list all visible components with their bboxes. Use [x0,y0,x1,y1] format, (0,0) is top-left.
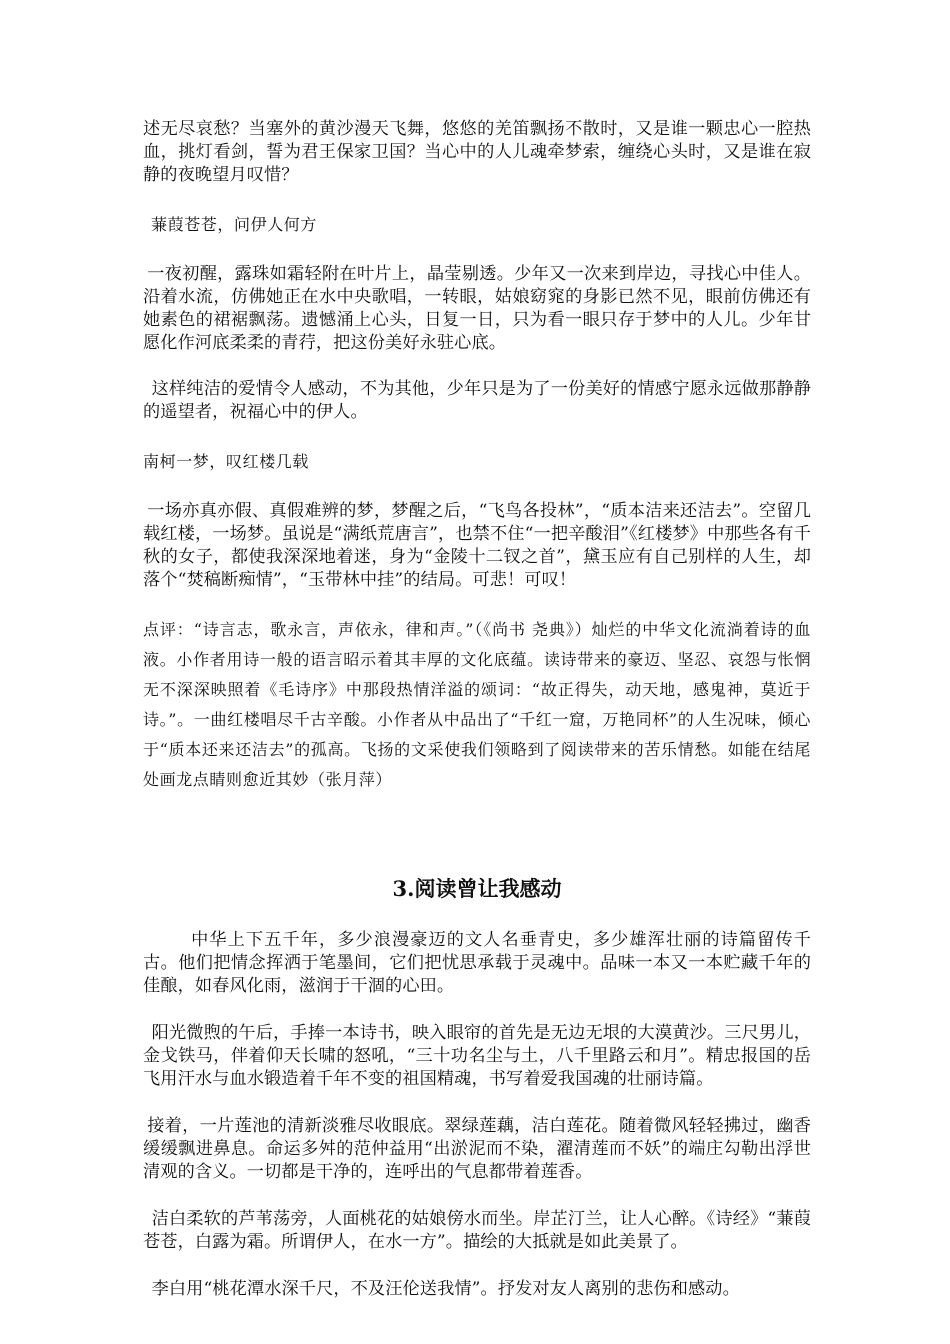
paragraph-desert-poetry: 阳光微煦的午后，手捧一本诗书，映入眼帘的首先是无边无垠的大漠黄沙。三尺男儿，金戈铁马，伴着仰天长啸的怒吼，“三十功名尘与土，八千里路云和月”。精忠报国的岳飞用汗水与血水锻造着千年不变的祖国精魂，书写着爱我国魂的壮丽诗篇。 [143,1023,811,1089]
paragraph-red-chamber-dream: 一场亦真亦假、真假难辨的梦，梦醒之后，“飞鸟各投林”，“质本洁来还洁去”。空留几载红楼，一场梦。虽说是“满纸荒唐言”，也禁不住“一把辛酸泪”《红楼梦》中那些各有千秋的女子，都使我深深地着迷，身为“金陵十二钗之首”，黛玉应有自己别样的人生，却落个“焚稿断痴情”，“玉带林中挂”的结局。可悲！可叹！ [143,501,811,590]
section-heading-hongloumeng: 南柯一梦，叹红楼几载 [143,452,310,471]
paragraph-morning-river: 一夜初醒，露珠如霜轻附在叶片上，晶莹剔透。少年又一次来到岸边，寻找心中佳人。沿着水流，仿佛她正在水中央歌唱，一转眼，姑娘窈窕的身影已然不见，眼前仿佛还有她素色的裙裾飘荡。遗憾涌上心头，日复一日，只为看一眼只存于梦中的人儿。少年甘愿化作河底柔柔的青荇，把这份美好永驻心底。 [143,264,811,353]
teacher-comment: 点评：“诗言志，歌永言，声依永，律和声。”（《尚书 尧典》）灿烂的中华文化流淌着诗的血液。小作者用诗一般的语言昭示着其丰厚的文化底蕴。读诗带来的豪迈、坚忍、哀怨与怅惘无不深深映照着《毛诗序》中那段热情洋溢的颂词：“故正得失，动天地，感鬼神，莫近于诗。”。一曲红楼唱尽千古辛酸。小作者从中品出了“千红一窟，万艳同杯”的人生况味，倾心于“质本还来还洁去”的孤高。飞扬的文采使我们领略到了阅读带来的苦乐情愁。如能在结尾处画龙点睛则愈近其妙（张月萍） [143,620,811,789]
paragraph-li-bai: 李白用“桃花潭水深千尺，不及汪伦送我情”。抒发对友人离别的悲伤和感动。 [151,1279,740,1299]
document-page [143,118,811,1301]
section-heading-jianjia: 蒹葭苍苍，问伊人何方 [151,215,318,234]
essay-title: 3.阅读曾让我感动 [392,876,562,901]
paragraph-longing: 述无尽哀愁？当塞外的黄沙漫天飞舞，悠悠的羌笛飘扬不散时，又是谁一颗忠心一腔热血，挑灯看剑，誓为君王保家卫国？当心中的人儿魂牵梦索，缠绕心头时，又是谁在寂静的夜晚望月叹惜？ [143,119,811,185]
paragraph-reed-marsh: 洁白柔软的芦苇荡旁，人面桃花的姑娘傍水而坐。岸芷汀兰，让人心醉。《诗经》“蒹葭苍苍，白露为霜。所谓伊人，在水一方”。描绘的大抵就是如此美景了。 [143,1209,811,1252]
paragraph-pure-love: 这样纯洁的爱情令人感动，不为其他，少年只是为了一份美好的情感宁愿永远做那静静的遥望者，祝福心中的伊人。 [143,379,811,422]
paragraph-lotus-pond: 接着，一片莲池的清新淡雅尽收眼底。翠绿莲藕，洁白莲花。随着微风轻轻拂过，幽香缓缓飘进鼻息。命运多舛的范仲益用“出淤泥而不染，濯清莲而不妖”的端庄勾勒出浮世清观的含义。一切都是干净的，连呼出的气息都带着莲香。 [143,1116,811,1182]
paragraph-five-thousand-years: 中华上下五千年，多少浪漫豪迈的文人名垂青史，多少雄浑壮丽的诗篇留传千古。他们把情念挥洒于笔墨间，它们把忧思承载于灵魂中。品味一本又一本贮藏千年的佳酿，如春风化雨，滋润于干涸的心田。 [143,930,811,996]
